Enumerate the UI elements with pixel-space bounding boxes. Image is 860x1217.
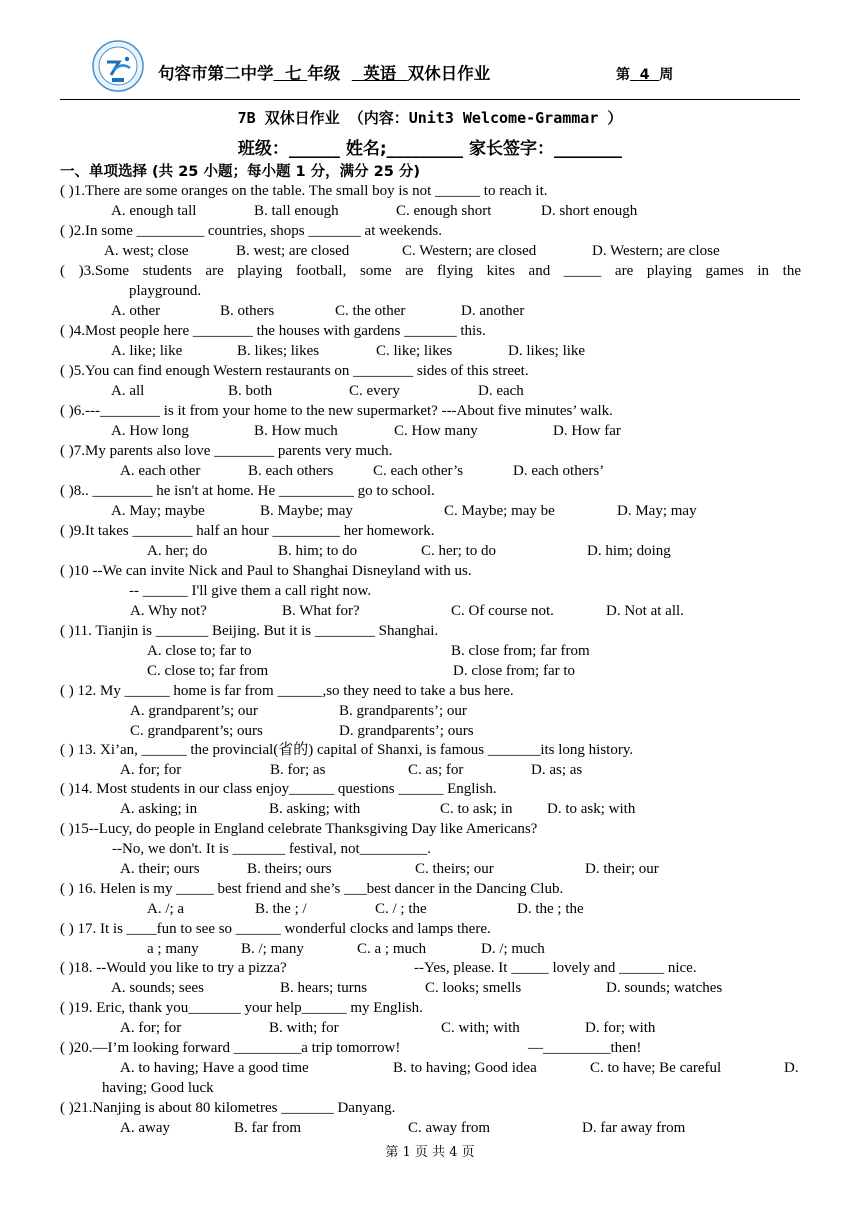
option-a: A. How long [111,423,189,439]
option-a: A. each other [120,463,201,479]
option-a: A. away [120,1120,170,1136]
option-d-continued: having; Good luck [102,1080,214,1096]
option-a: A. like; like [111,343,183,359]
question-10: ( )10 --We can invite Nick and Paul to Shanghai Disneyland with us. [60,563,472,579]
option-c: C. Of course not. [451,603,554,619]
option-b: B. far from [234,1120,302,1136]
option-c: C. the other [335,303,406,319]
option-b: B. him; to do [278,543,358,559]
option-c: C. / ; the [375,901,427,917]
option-d: D. their; our [585,861,659,877]
section-heading: 一、单项选择 (共 25 小题；每小题 1 分，满分 25 分) [60,164,421,180]
question-10-continued: -- ______ I'll give them a call right now. [129,583,372,599]
question-19: ( )19. Eric, thank you_______ your help______ my English. [60,1000,423,1016]
question-13: ( ) 13. Xi’an, ______ the provincial(省的) capital of Shanxi, is famous _______its long history. [60,742,634,758]
option-a: A. May; maybe [111,503,205,519]
option-b: B. What for? [282,603,360,619]
week-label: 第 4 周 [616,67,674,83]
question-4: ( )4.Most people here ________ the houses with gardens _______ this. [60,323,486,339]
option-d: D. sounds; watches [606,980,723,996]
option-d: D. How far [553,423,621,439]
option-b: B. theirs; ours [247,861,332,877]
option-d: D. to ask; with [547,801,636,817]
option-b: B. grandparents’; our [339,703,467,719]
question-2: ( )2.In some _________ countries, shops _______ at weekends. [60,223,443,239]
option-a: A. for; for [120,762,182,778]
option-b: B. Maybe; may [260,503,353,519]
option-c: C. Western; are closed [402,243,537,259]
option-a: A. close to; far to [147,643,252,659]
student-info-line: 班级：______ 姓名;_________ 家长签字：________ [237,139,623,159]
option-b: B. for; as [270,762,326,778]
school-name: 句容市第二中学 [158,64,274,83]
header-divider [60,99,800,100]
option-b: B. each others [248,463,334,479]
question-20-reply: —_________then! [528,1040,642,1056]
question-20: ( )20.—I’m looking forward _________a trip tomorrow! [60,1040,401,1056]
question-16: ( ) 16. Helen is my _____ best friend and she’s ___best dancer in the Dancing Club. [60,881,564,897]
option-a: a ; many [147,941,199,957]
option-b: B. west; are closed [236,243,350,259]
option-a: A. all [111,383,145,399]
option-d: D. Western; are close [592,243,720,259]
option-c: C. as; for [408,762,464,778]
option-d: D. far away from [582,1120,686,1136]
question-1: ( )1.There are some oranges on the table. The small boy is not ______ to reach it. [60,183,548,199]
option-a: A. /; a [147,901,185,917]
question-17: ( ) 17. It is ____fun to see so ______ wonderful clocks and lamps there. [60,921,491,937]
option-c: C. How many [394,423,478,439]
option-c: C. with; with [441,1020,520,1036]
option-d: D. likes; like [508,343,586,359]
option-a: A. grandparent’s; our [130,703,258,719]
question-5: ( )5.You can find enough Western restaurants on ________ sides of this street. [60,363,529,379]
option-b: B. close from; far from [451,643,590,659]
option-c: C. to have; Be careful [590,1060,722,1076]
option-c: C. theirs; our [415,861,494,877]
question-7: ( )7.My parents also love ________ parents very much. [60,443,393,459]
question-3-continued: playground. [129,283,202,299]
option-b: B. the ; / [255,901,307,917]
option-a: A. to having; Have a good time [120,1060,309,1076]
option-d: D. another [461,303,525,319]
option-a: A. asking; in [120,801,198,817]
option-d: D. May; may [617,503,697,519]
question-3: ( )3.Some students are playing football, some are flying kites and _____ are playing games in the [60,263,801,279]
grade-value: 七 [285,64,302,83]
option-a: A. sounds; sees [111,980,204,996]
option-c: C. to ask; in [440,801,513,817]
question-18-reply: --Yes, please. It _____ lovely and ______ nice. [414,960,697,976]
option-b: B. asking; with [269,801,361,817]
option-a: A. Why not? [130,603,207,619]
question-18: ( )18. --Would you like to try a pizza? [60,960,287,976]
page-header [158,60,674,84]
option-d: D. short enough [541,203,638,219]
option-d: D. close from; far to [453,663,576,679]
option-b: B. both [228,383,273,399]
option-c: C. enough short [396,203,492,219]
option-b: B. How much [254,423,338,439]
option-c: C. each other’s [373,463,464,479]
school-logo [92,40,144,92]
subject-value: 英语 [363,64,397,83]
option-b: B. hears; turns [280,980,368,996]
option-c: C. Maybe; may be [444,503,555,519]
option-b: B. tall enough [254,203,339,219]
option-d: D. Not at all. [606,603,684,619]
option-a: A. her; do [147,543,208,559]
option-b: B. /; many [241,941,304,957]
page-title: 7B 双休日作业 （内容：Unit3 Welcome-Grammar ） [237,109,623,127]
option-d: D. /; much [481,941,545,957]
option-d: D. the ; the [517,901,584,917]
question-8: ( )8.. ________ he isn't at home. He __________ go to school. [60,483,435,499]
question-6: ( )6.---________ is it from your home to the new supermarket? ---About five minutes’ walk. [60,403,613,419]
option-c: C. like; likes [376,343,453,359]
option-a: A. for; for [120,1020,182,1036]
question-15-continued: --No, we don't. It is _______ festival, not_________. [112,841,431,857]
option-d: D. each [478,383,524,399]
option-a: A. other [111,303,161,319]
question-12: ( ) 12. My ______ home is far from ______,so they need to take a bus here. [60,683,514,699]
week-value: 4 [639,67,650,83]
option-b: B. others [220,303,275,319]
option-c: C. close to; far from [147,663,269,679]
grade-suffix: 年级 [307,64,341,83]
homework-label: 双休日作业 [407,64,491,83]
question-21: ( )21.Nanjing is about 80 kilometres _______ Danyang. [60,1100,396,1116]
page-footer: 第 1 页 共 4 页 [385,1145,475,1160]
option-d: D. each others’ [513,463,605,479]
option-d: D. as; as [531,762,583,778]
option-c: C. a ; much [357,941,427,957]
option-c: C. grandparent’s; ours [130,723,263,739]
option-d: D. grandparents’; ours [339,723,474,739]
option-c: C. her; to do [421,543,496,559]
option-a: A. their; ours [120,861,200,877]
question-9: ( )9.It takes ________ half an hour _________ her homework. [60,523,435,539]
option-d: D. him; doing [587,543,671,559]
option-d: D. for; with [585,1020,656,1036]
option-b: B. to having; Good idea [393,1060,537,1076]
option-c: C. away from [408,1120,491,1136]
option-c: C. every [349,383,400,399]
option-a: A. enough tall [111,203,197,219]
question-11: ( )11. Tianjin is _______ Beijing. But it is ________ Shanghai. [60,623,439,639]
question-14: ( )14. Most students in our class enjoy______ questions ______ English. [60,781,497,797]
option-c: C. looks; smells [425,980,522,996]
option-b: B. with; for [269,1020,339,1036]
question-15: ( )15--Lucy, do people in England celebrate Thanksgiving Day like Americans? [60,821,538,837]
option-a: A. west; close [104,243,189,259]
option-d: D. [784,1060,799,1076]
option-b: B. likes; likes [237,343,320,359]
